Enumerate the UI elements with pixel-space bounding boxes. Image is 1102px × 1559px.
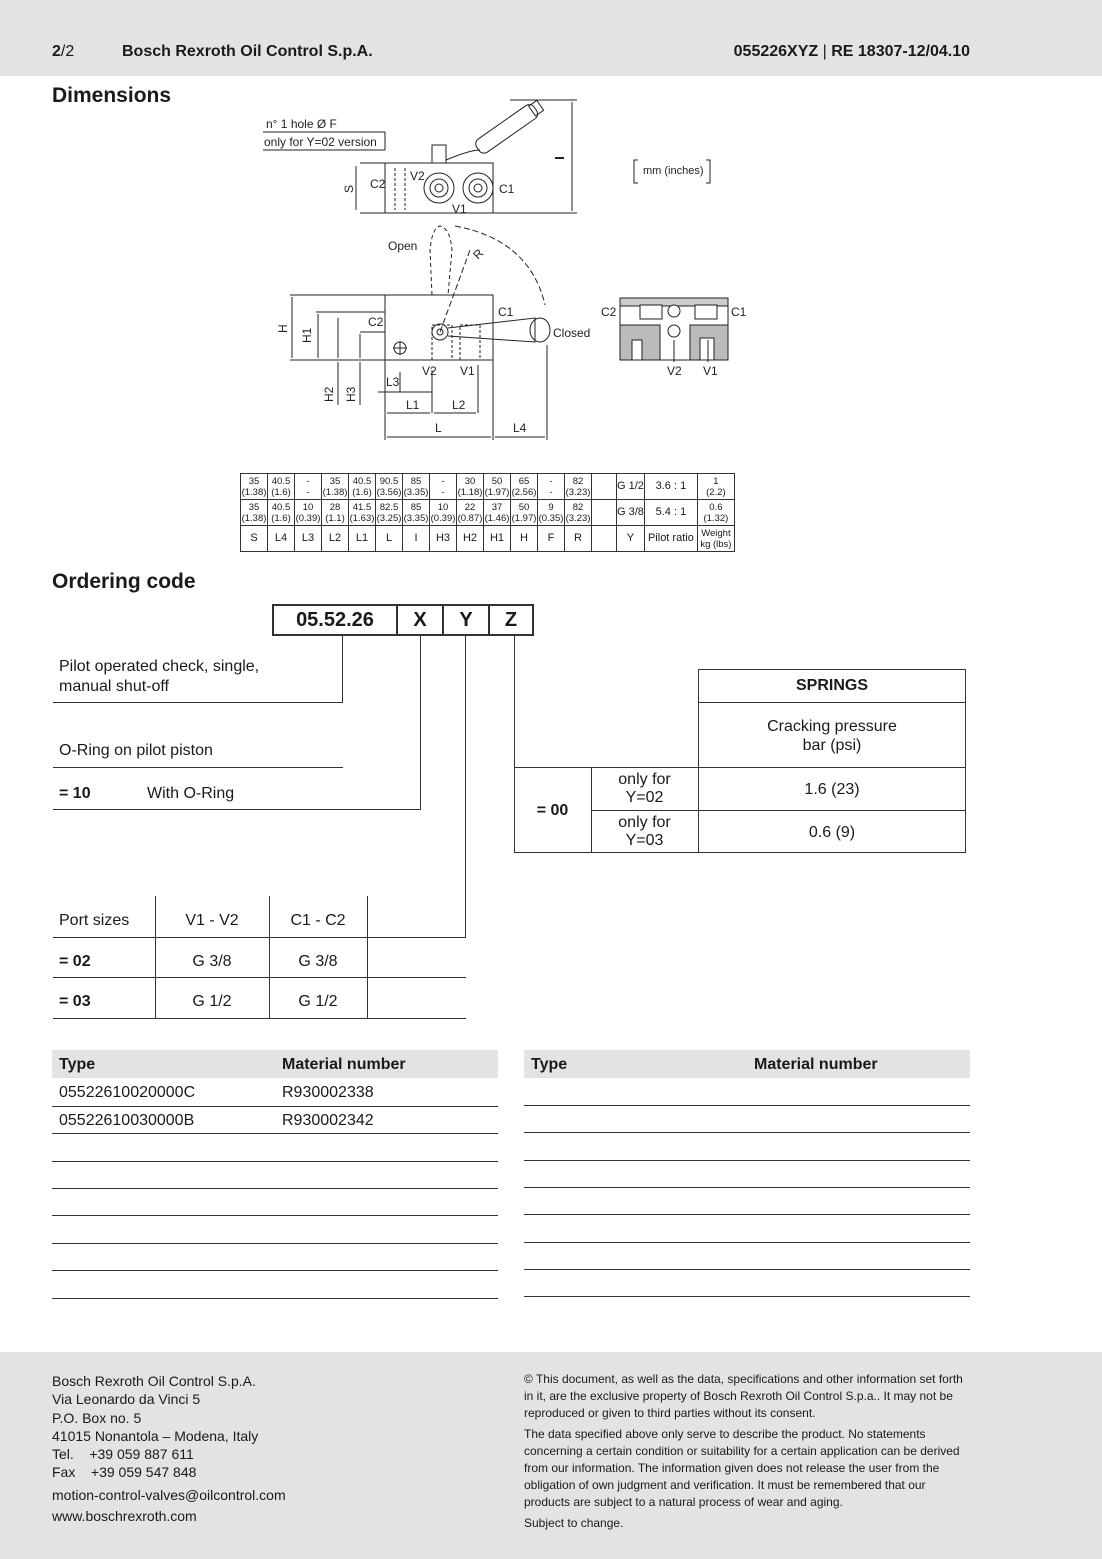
units-label: mm (inches) [643, 165, 704, 177]
dim-r-label: R [470, 246, 487, 263]
dim-s-label: S [342, 184, 356, 193]
row-divider [52, 1161, 498, 1162]
dim-h3-label: H3 [344, 386, 358, 402]
row-divider [524, 1242, 970, 1243]
code-y: Y [444, 606, 490, 634]
oring-label: With O-Ring [147, 785, 235, 802]
table-cell: 40.5 (1.6) [349, 474, 376, 500]
dim-h2-label: H2 [322, 386, 336, 402]
dim-l-label: L [435, 421, 442, 435]
code-z: Z [504, 608, 518, 631]
address-line: 41015 Nonantola – Modena, Italy [52, 1427, 259, 1444]
address-line: Bosch Rexroth Oil Control S.p.A. [52, 1373, 256, 1389]
table-cell: R [565, 526, 592, 552]
type-value-1: 05522610020000C [59, 1084, 196, 1101]
front-v1-label: V1 [460, 364, 475, 378]
subject-to-change: Subject to change. [524, 1516, 624, 1530]
table-cell: 41.5 (1.63) [349, 501, 375, 524]
port-v1-label: V1 [452, 202, 467, 216]
table-row [241, 474, 735, 500]
fax-line: Fax +39 059 547 848 [52, 1464, 197, 1481]
table-cell: H2 [457, 526, 484, 552]
open-label: Open [388, 239, 418, 253]
table-cell: F [538, 526, 565, 552]
table-cell: 30 (1.18) [457, 475, 483, 498]
table-cell: 0.6 (1.32) [697, 500, 734, 526]
row-divider [52, 1243, 498, 1244]
footer-address [52, 1372, 286, 1525]
table-cell: L1 [349, 526, 376, 552]
email-link[interactable]: motion-control-valves@oilcontrol.com [52, 1486, 286, 1503]
oring-code: = 10 [59, 785, 91, 802]
section-c2-label: C2 [601, 305, 617, 319]
footer-legal [524, 1371, 974, 1532]
table-cell: 85 (3.35) [403, 475, 429, 498]
hole-note-version: only for Y=02 version [264, 135, 377, 149]
table-cell: 35 (1.38) [241, 475, 267, 498]
material-header-left: Material number [282, 1056, 406, 1073]
spring-cond-1: only for Y=02 [618, 771, 671, 806]
table-cell: I [403, 526, 430, 552]
disclaimer-note: The data specified above only serve to describe the product. No statements concerning a certain condition or suitability for a certain application can be derived from our information. The information given does not release the user from the obligation of own judgment and verification. It must be remembered that our products are subject to a natural process of wear and aging. [524, 1427, 960, 1509]
code-base: 05.52.26 [274, 606, 398, 634]
port-v-header: V1 - V2 [185, 912, 239, 929]
table-cell: 65 (2.56) [511, 475, 537, 498]
row-divider [524, 1296, 970, 1297]
table-cell: S [241, 526, 268, 552]
document-code: 055226XYZ | RE 18307-12/04.10 [733, 43, 970, 60]
row-divider [52, 1133, 498, 1134]
dim-l1-label: L1 [406, 398, 420, 412]
page-number: 2/2 [52, 43, 75, 60]
table-cell: 40.5 (1.6) [268, 474, 295, 500]
table-cell: 22 (0.87) [457, 501, 483, 524]
table-cell [592, 500, 617, 526]
type-value-2: 05522610030000B [59, 1112, 195, 1129]
table-row [241, 500, 735, 526]
table-cell: - - [295, 474, 322, 500]
row-divider [52, 1270, 498, 1271]
table-cell: Weight kg (lbs) [697, 526, 734, 552]
dim-h-label: H [276, 324, 290, 333]
copyright-note: © This document, as well as the data, specifications and other information set forth in it, are the exclusive property of Bosch Rexroth Oil Control S.p.a.. It may not be reproduced or given to third parties without its consent. [524, 1372, 963, 1420]
table-cell: L [376, 526, 403, 552]
table-cell: Pilot ratio [644, 526, 697, 552]
table-cell: Y [617, 526, 645, 552]
table-cell: L2 [322, 526, 349, 552]
oring-title: O-Ring on pilot piston [59, 742, 213, 759]
port-sizes-title: Port sizes [59, 912, 130, 929]
ordering-code-boxes [272, 604, 534, 636]
row-divider [524, 1269, 970, 1270]
spring-value-2: 0.6 (9) [808, 824, 856, 841]
address-line: Via Leonardo da Vinci 5 [52, 1391, 201, 1408]
table-row [241, 526, 735, 552]
row-divider [52, 1215, 498, 1216]
front-c1-label: C1 [498, 305, 514, 319]
ordering-code-title: Ordering code [52, 570, 196, 593]
table-cell: 90.5 (3.56) [376, 475, 402, 498]
table-cell: - - [430, 474, 457, 500]
springs-title: SPRINGS [795, 677, 868, 694]
table-cell: 37 (1.46) [484, 501, 510, 524]
closed-label: Closed [553, 326, 591, 340]
table-cell: 10 (0.39) [430, 501, 456, 524]
table-cell: - - [538, 474, 565, 500]
port-c-02: G 3/8 [298, 953, 338, 970]
table-cell: 3.6 : 1 [644, 474, 697, 500]
table-cell: 9 (0.35) [538, 501, 564, 524]
section-v1-label: V1 [703, 364, 718, 378]
port-c-03: G 1/2 [298, 993, 338, 1010]
table-cell: H3 [430, 526, 457, 552]
table-cell: 35 (1.38) [241, 501, 267, 524]
table-cell: G 1/2 [617, 474, 645, 500]
port-c1-label: C1 [499, 182, 515, 196]
company-name: Bosch Rexroth Oil Control S.p.A. [122, 43, 373, 60]
spring-cond-2: only for Y=03 [618, 814, 671, 849]
table-cell: 85 (3.35) [403, 501, 429, 524]
table-cell: 5.4 : 1 [644, 500, 697, 526]
row-divider [52, 1188, 498, 1189]
port-c-header: C1 - C2 [290, 912, 346, 929]
material-header-right: Material number [754, 1056, 878, 1073]
address-line: P.O. Box no. 5 [52, 1409, 142, 1426]
website-link[interactable]: www.boschrexroth.com [52, 1508, 197, 1525]
table-cell: 1 (2.2) [697, 474, 734, 500]
springs-subtitle: Cracking pressure bar (psi) [767, 718, 897, 754]
front-v2-label: V2 [422, 364, 437, 378]
table-cell: 50 (1.97) [511, 501, 537, 524]
row-divider [52, 1106, 498, 1107]
row-divider [524, 1105, 970, 1106]
table-cell: 82.5 (3.25) [376, 501, 402, 524]
table-cell: 82 (3.23) [565, 475, 591, 498]
spring-value-1: 1.6 (23) [804, 781, 860, 798]
port-c2-label: C2 [370, 177, 386, 191]
section-c1-label: C1 [731, 305, 747, 319]
material-value-1: R930002338 [282, 1084, 374, 1101]
table-cell: H1 [484, 526, 511, 552]
row-divider [524, 1187, 970, 1188]
type-header-right: Type [531, 1056, 568, 1073]
table-cell: 40.5 (1.6) [268, 500, 295, 526]
table-cell [592, 474, 617, 500]
row-divider [524, 1160, 970, 1161]
table-cell: 82 (3.23) [565, 501, 591, 524]
port-code-02: = 02 [59, 953, 91, 970]
dim-l4-label: L4 [513, 421, 527, 435]
dimension-drawing [0, 0, 1102, 470]
material-value-2: R930002342 [282, 1112, 374, 1129]
row-divider [52, 1298, 498, 1299]
hole-note: n° 1 hole Ø F [266, 117, 337, 131]
table-cell: L4 [268, 526, 295, 552]
table-cell: L3 [295, 526, 322, 552]
dim-l2-label: L2 [452, 398, 466, 412]
code-x: X [398, 606, 444, 634]
springs-code: = 00 [536, 802, 569, 819]
port-v-03: G 1/2 [192, 993, 232, 1010]
row-divider [524, 1132, 970, 1133]
port-code-03: = 03 [59, 993, 91, 1010]
section-v2-label: V2 [667, 364, 682, 378]
dim-h1-label: H1 [300, 327, 314, 343]
material-table-left-header [52, 1050, 498, 1078]
phone-line: Tel. +39 059 887 611 [52, 1446, 194, 1463]
table-cell: 50 (1.97) [484, 475, 510, 498]
dim-l3-label: L3 [386, 375, 400, 389]
table-cell: G 3/8 [617, 500, 645, 526]
dimension-table [240, 473, 735, 552]
table-cell: 10 (0.39) [295, 501, 321, 524]
type-header-left: Type [59, 1056, 96, 1073]
dimensions-title: Dimensions [52, 84, 172, 107]
front-c2-label: C2 [368, 315, 384, 329]
table-cell [592, 526, 617, 552]
row-divider [524, 1214, 970, 1215]
material-table-right-header [524, 1050, 970, 1078]
port-v2-label: V2 [410, 169, 425, 183]
table-cell: 28 (1.1) [322, 500, 349, 526]
product-description: Pilot operated check, single, manual shut-off [59, 658, 260, 695]
port-v-02: G 3/8 [192, 953, 232, 970]
table-cell: H [511, 526, 538, 552]
table-cell: 35 (1.38) [322, 475, 348, 498]
